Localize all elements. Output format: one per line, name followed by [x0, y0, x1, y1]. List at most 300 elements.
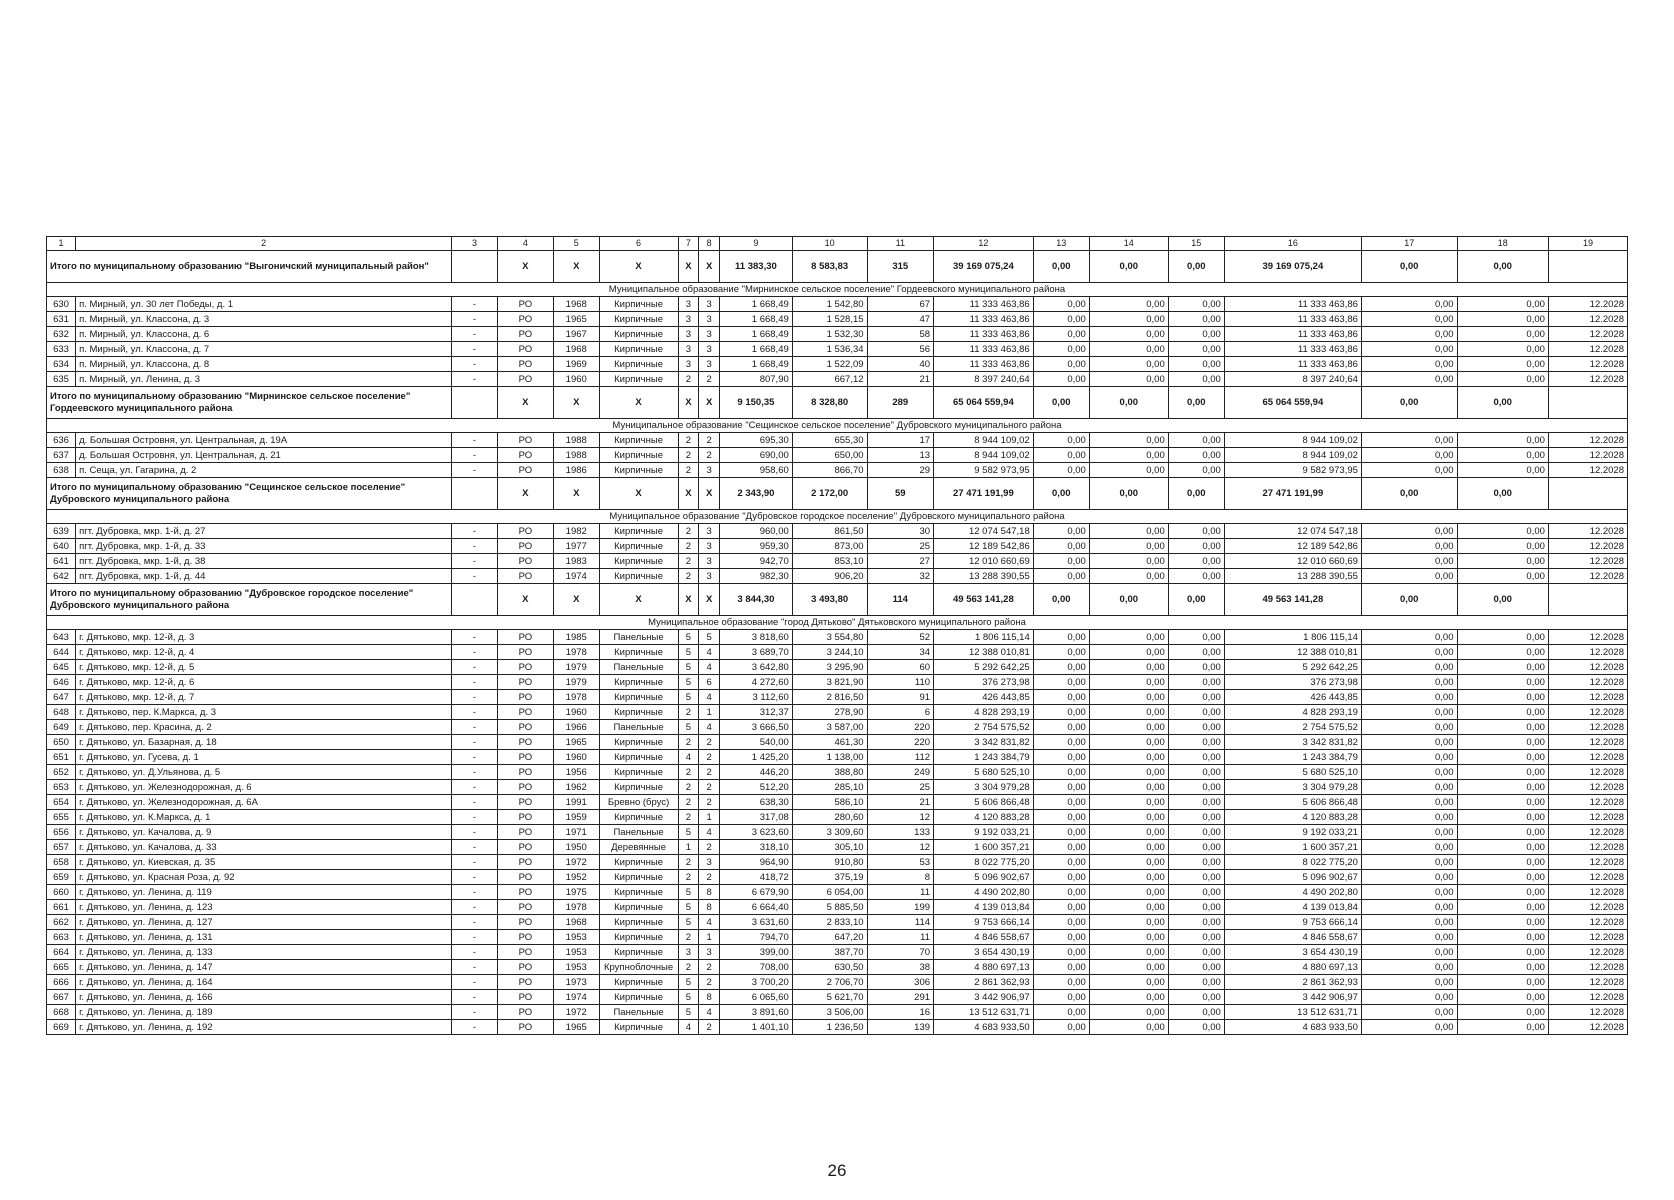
table-cell: 2 [678, 448, 699, 463]
table-cell: 5 096 902,67 [934, 870, 1034, 885]
row-number: 655 [47, 810, 76, 825]
table-row [47, 524, 1628, 539]
table-cell: 461,30 [792, 735, 867, 750]
table-cell: 0,00 [1089, 675, 1168, 690]
table-cell: 2 [678, 870, 699, 885]
table-row [47, 433, 1628, 448]
section-header-row [47, 283, 1628, 297]
table-cell: 1 600 357,21 [1224, 840, 1361, 855]
table-cell: 1973 [553, 975, 599, 990]
table-cell: - [452, 1020, 498, 1035]
table-cell: 12.2028 [1548, 448, 1627, 463]
table-cell: 690,00 [720, 448, 793, 463]
table-row [47, 297, 1628, 312]
table-cell: - [452, 539, 498, 554]
table-cell: Кирпичные [599, 885, 678, 900]
table-cell: 0,00 [1361, 810, 1457, 825]
table-cell: - [452, 630, 498, 645]
table-cell: 655,30 [792, 433, 867, 448]
table-cell: 3 442 906,97 [934, 990, 1034, 1005]
table-cell: 0,00 [1361, 1020, 1457, 1035]
total-value [1548, 387, 1627, 419]
table-cell: 4 272,60 [720, 675, 793, 690]
table-cell: 708,00 [720, 960, 793, 975]
table-cell: 5 096 902,67 [1224, 870, 1361, 885]
row-number: 645 [47, 660, 76, 675]
table-cell: 0,00 [1168, 660, 1224, 675]
table-cell: 1 806 115,14 [1224, 630, 1361, 645]
table-cell: 11 333 463,86 [1224, 357, 1361, 372]
table-row [47, 569, 1628, 584]
table-cell: - [452, 463, 498, 478]
table-cell: 1988 [553, 448, 599, 463]
row-number: 665 [47, 960, 76, 975]
table-cell: 21 [867, 795, 933, 810]
table-cell: 1974 [553, 990, 599, 1005]
table-cell: 512,20 [720, 780, 793, 795]
table-cell: 2 [699, 433, 720, 448]
table-cell: 12 189 542,86 [934, 539, 1034, 554]
table-cell: 12.2028 [1548, 569, 1627, 584]
table-cell: 1 [699, 705, 720, 720]
table-cell: 1960 [553, 372, 599, 387]
total-value: 0,00 [1089, 251, 1168, 283]
total-value: 59 [867, 478, 933, 510]
table-cell: 47 [867, 312, 933, 327]
table-cell: 12.2028 [1548, 342, 1627, 357]
table-cell: 0,00 [1033, 372, 1089, 387]
column-number: 4 [497, 237, 553, 251]
table-cell: 0,00 [1457, 569, 1548, 584]
address-cell: пгт. Дубровка, мкр. 1-й, д. 27 [76, 524, 452, 539]
table-cell: 5 [678, 990, 699, 1005]
table-cell: 4 139 013,84 [934, 900, 1034, 915]
table-cell: РО [497, 795, 553, 810]
table-cell: 13 [867, 448, 933, 463]
table-row [47, 930, 1628, 945]
table-cell: 0,00 [1089, 810, 1168, 825]
table-cell: 0,00 [1089, 705, 1168, 720]
table-cell: 0,00 [1089, 1020, 1168, 1035]
table-cell: 3 442 906,97 [1224, 990, 1361, 1005]
table-cell: 0,00 [1033, 990, 1089, 1005]
table-cell: 0,00 [1361, 433, 1457, 448]
table-cell: 2 [678, 539, 699, 554]
table-cell: РО [497, 960, 553, 975]
table-cell: 1 542,80 [792, 297, 867, 312]
table-cell: 5 [678, 900, 699, 915]
table-cell: 5 [678, 660, 699, 675]
table-cell: 0,00 [1361, 645, 1457, 660]
table-cell: 586,10 [792, 795, 867, 810]
table-cell: 12.2028 [1548, 825, 1627, 840]
table-cell: Кирпичные [599, 990, 678, 1005]
table-cell: 0,00 [1168, 810, 1224, 825]
table-cell: 12 388 010,81 [1224, 645, 1361, 660]
table-cell: 0,00 [1168, 312, 1224, 327]
table-row [47, 840, 1628, 855]
table-cell: 667,12 [792, 372, 867, 387]
row-number: 644 [47, 645, 76, 660]
column-number: 13 [1033, 237, 1089, 251]
table-cell: 1 [699, 930, 720, 945]
table-row [47, 448, 1628, 463]
table-cell: 12.2028 [1548, 915, 1627, 930]
address-cell: п. Мирный, ул. Ленина, д. 3 [76, 372, 452, 387]
table-cell: 0,00 [1168, 945, 1224, 960]
table-cell: Панельные [599, 660, 678, 675]
table-cell: 12.2028 [1548, 539, 1627, 554]
total-value: X [553, 478, 599, 510]
table-cell: 11 333 463,86 [1224, 312, 1361, 327]
table-cell: 0,00 [1168, 975, 1224, 990]
table-cell: 0,00 [1033, 448, 1089, 463]
row-number: 659 [47, 870, 76, 885]
total-value: X [599, 478, 678, 510]
table-cell: 0,00 [1089, 342, 1168, 357]
column-number: 9 [720, 237, 793, 251]
table-cell: 4 683 933,50 [934, 1020, 1034, 1035]
table-cell: 1972 [553, 1005, 599, 1020]
total-value: X [599, 584, 678, 616]
total-row [47, 251, 1628, 283]
table-cell: 12.2028 [1548, 433, 1627, 448]
table-cell: - [452, 297, 498, 312]
table-cell: 1986 [553, 463, 599, 478]
table-cell: 2 [678, 855, 699, 870]
table-cell: 0,00 [1033, 825, 1089, 840]
table-cell: 4 139 013,84 [1224, 900, 1361, 915]
table-cell: 0,00 [1089, 870, 1168, 885]
table-cell: 0,00 [1457, 780, 1548, 795]
table-cell: 2 [678, 810, 699, 825]
table-cell: 6 054,00 [792, 885, 867, 900]
table-cell: 1979 [553, 660, 599, 675]
table-cell: 0,00 [1457, 645, 1548, 660]
table-cell: 0,00 [1168, 870, 1224, 885]
table-cell: 52 [867, 630, 933, 645]
table-cell: 12 010 660,69 [934, 554, 1034, 569]
table-row [47, 855, 1628, 870]
table-cell: 1 528,15 [792, 312, 867, 327]
table-cell: 4 [699, 660, 720, 675]
total-value: 0,00 [1457, 584, 1548, 616]
address-cell: г. Дятьково, ул. Железнодорожная, д. 6А [76, 795, 452, 810]
table-cell: 3 689,70 [720, 645, 793, 660]
table-cell: 3 [678, 297, 699, 312]
column-number: 2 [76, 237, 452, 251]
row-number: 648 [47, 705, 76, 720]
table-cell: РО [497, 870, 553, 885]
table-cell: - [452, 885, 498, 900]
table-cell: 0,00 [1033, 765, 1089, 780]
table-cell: 12.2028 [1548, 720, 1627, 735]
table-cell: - [452, 524, 498, 539]
housing-register-table [46, 236, 1628, 1035]
row-number: 653 [47, 780, 76, 795]
table-cell: 1953 [553, 960, 599, 975]
row-number: 647 [47, 690, 76, 705]
table-cell: Панельные [599, 630, 678, 645]
table-cell: 0,00 [1089, 297, 1168, 312]
table-cell: 3 [699, 312, 720, 327]
row-number: 669 [47, 1020, 76, 1035]
table-row [47, 870, 1628, 885]
table-cell: 4 [678, 750, 699, 765]
table-cell: 13 288 390,55 [1224, 569, 1361, 584]
table-cell: 0,00 [1457, 930, 1548, 945]
table-cell: 12.2028 [1548, 554, 1627, 569]
address-cell: г. Дятьково, ул. Ленина, д. 119 [76, 885, 452, 900]
table-cell: - [452, 645, 498, 660]
table-cell: 0,00 [1168, 735, 1224, 750]
table-cell: Кирпичные [599, 675, 678, 690]
address-cell: г. Дятьково, ул. Ленина, д. 123 [76, 900, 452, 915]
row-number: 646 [47, 675, 76, 690]
total-value: 0,00 [1089, 387, 1168, 419]
total-value: 0,00 [1089, 478, 1168, 510]
table-cell: 4 880 697,13 [934, 960, 1034, 975]
table-row [47, 1020, 1628, 1035]
row-number: 635 [47, 372, 76, 387]
table-cell: 12.2028 [1548, 795, 1627, 810]
table-cell: 2 861 362,93 [934, 975, 1034, 990]
table-cell: 12.2028 [1548, 357, 1627, 372]
table-cell: РО [497, 660, 553, 675]
table-cell: Кирпичные [599, 735, 678, 750]
total-value: 0,00 [1168, 584, 1224, 616]
table-cell: 0,00 [1457, 660, 1548, 675]
table-cell: 910,80 [792, 855, 867, 870]
table-cell: 3 [699, 554, 720, 569]
table-cell: Деревянные [599, 840, 678, 855]
table-cell: 3 244,10 [792, 645, 867, 660]
table-cell: РО [497, 810, 553, 825]
table-cell: РО [497, 372, 553, 387]
total-label: Итого по муниципальному образованию "Мирнинское сельское поселение" Гордеевского муниципального района [47, 387, 452, 419]
table-cell: 1 668,49 [720, 327, 793, 342]
table-cell: 0,00 [1361, 539, 1457, 554]
total-value: 114 [867, 584, 933, 616]
table-cell: 630,50 [792, 960, 867, 975]
table-cell: 942,70 [720, 554, 793, 569]
table-row [47, 312, 1628, 327]
table-cell: 2 [678, 735, 699, 750]
table-cell: - [452, 342, 498, 357]
address-cell: п. Мирный, ул. Классона, д. 6 [76, 327, 452, 342]
table-cell: 1978 [553, 645, 599, 660]
table-cell: 0,00 [1089, 357, 1168, 372]
table-cell: 16 [867, 1005, 933, 1020]
table-cell: 2 [678, 960, 699, 975]
table-cell: 0,00 [1361, 690, 1457, 705]
table-cell: 3 [699, 463, 720, 478]
table-cell: 110 [867, 675, 933, 690]
total-value: 65 064 559,94 [1224, 387, 1361, 419]
table-cell: РО [497, 735, 553, 750]
table-cell: - [452, 312, 498, 327]
table-cell: 3 342 831,82 [1224, 735, 1361, 750]
table-cell: 3 821,90 [792, 675, 867, 690]
table-cell: 0,00 [1361, 1005, 1457, 1020]
row-number: 636 [47, 433, 76, 448]
row-number: 667 [47, 990, 76, 1005]
table-cell: - [452, 660, 498, 675]
table-cell: 3 [678, 945, 699, 960]
table-cell: РО [497, 675, 553, 690]
table-cell: 5 [699, 630, 720, 645]
table-cell: 5 [678, 885, 699, 900]
table-cell: 0,00 [1033, 327, 1089, 342]
table-cell: 3 506,00 [792, 1005, 867, 1020]
table-cell: 873,00 [792, 539, 867, 554]
table-cell: Кирпичные [599, 433, 678, 448]
table-cell: 446,20 [720, 765, 793, 780]
table-cell: 2 754 575,52 [1224, 720, 1361, 735]
total-value: X [553, 387, 599, 419]
table-cell: 3 112,60 [720, 690, 793, 705]
address-cell: д. Большая Островня, ул. Центральная, д. 19А [76, 433, 452, 448]
table-cell: 0,00 [1361, 342, 1457, 357]
total-value: 0,00 [1361, 251, 1457, 283]
table-cell: 53 [867, 855, 933, 870]
table-cell: 1 [678, 840, 699, 855]
section-title: Муниципальное образование "Мирнинское сельское поселение" Гордеевского муниципального района [47, 283, 1628, 297]
table-cell: 418,72 [720, 870, 793, 885]
table-cell: 3 [699, 357, 720, 372]
table-cell: - [452, 569, 498, 584]
table-cell: 0,00 [1457, 765, 1548, 780]
table-cell: 4 880 697,13 [1224, 960, 1361, 975]
table-cell: 1969 [553, 357, 599, 372]
table-cell: 1 668,49 [720, 297, 793, 312]
table-cell: 12.2028 [1548, 660, 1627, 675]
table-cell: 29 [867, 463, 933, 478]
table-cell: - [452, 750, 498, 765]
table-cell: 0,00 [1168, 569, 1224, 584]
table-cell: 0,00 [1089, 960, 1168, 975]
column-number: 16 [1224, 237, 1361, 251]
table-cell: 1 243 384,79 [934, 750, 1034, 765]
total-row [47, 584, 1628, 616]
table-cell: 3 [699, 327, 720, 342]
row-number: 666 [47, 975, 76, 990]
total-value: X [678, 387, 699, 419]
table-cell: Кирпичные [599, 915, 678, 930]
table-cell: 2 [678, 524, 699, 539]
column-number: 1 [47, 237, 76, 251]
table-cell: РО [497, 825, 553, 840]
table-cell: 291 [867, 990, 933, 1005]
table-cell: 8 944 109,02 [1224, 448, 1361, 463]
table-cell: 1952 [553, 870, 599, 885]
table-cell: 3 654 430,19 [1224, 945, 1361, 960]
table-cell: Кирпичные [599, 855, 678, 870]
table-cell: 0,00 [1457, 810, 1548, 825]
table-cell: 1 668,49 [720, 342, 793, 357]
address-cell: п. Мирный, ул. 30 лет Победы, д. 1 [76, 297, 452, 312]
table-cell: 0,00 [1089, 433, 1168, 448]
table-cell: - [452, 327, 498, 342]
table-cell: 17 [867, 433, 933, 448]
table-cell: 0,00 [1033, 930, 1089, 945]
table-cell: 21 [867, 372, 933, 387]
row-number: 638 [47, 463, 76, 478]
table-cell: 2 [678, 554, 699, 569]
table-cell: 1956 [553, 765, 599, 780]
table-cell: 139 [867, 1020, 933, 1035]
table-cell: 0,00 [1457, 945, 1548, 960]
total-label: Итого по муниципальному образованию "Сещинское сельское поселение" Дубровского муниципального района [47, 478, 452, 510]
table-cell: РО [497, 463, 553, 478]
total-value: 9 150,35 [720, 387, 793, 419]
table-cell: 0,00 [1033, 960, 1089, 975]
table-cell: 0,00 [1168, 1020, 1224, 1035]
table-row [47, 960, 1628, 975]
table-cell: Бревно (брус) [599, 795, 678, 810]
table-cell: 0,00 [1168, 342, 1224, 357]
table-cell: 112 [867, 750, 933, 765]
table-cell: 0,00 [1361, 630, 1457, 645]
table-cell: 1968 [553, 915, 599, 930]
table-cell: 1950 [553, 840, 599, 855]
table-cell: Кирпичные [599, 463, 678, 478]
table-cell: 3 304 979,28 [934, 780, 1034, 795]
table-cell: 0,00 [1089, 780, 1168, 795]
total-value: X [553, 584, 599, 616]
table-cell: 11 [867, 885, 933, 900]
table-cell: 388,80 [792, 765, 867, 780]
table-cell: 12.2028 [1548, 524, 1627, 539]
table-cell: 0,00 [1089, 750, 1168, 765]
table-cell: 25 [867, 539, 933, 554]
table-cell: 0,00 [1361, 930, 1457, 945]
table-row [47, 463, 1628, 478]
table-cell: РО [497, 915, 553, 930]
row-number: 633 [47, 342, 76, 357]
table-cell: 8 944 109,02 [1224, 433, 1361, 448]
table-cell: - [452, 357, 498, 372]
address-cell: г. Дятьково, ул. Ленина, д. 133 [76, 945, 452, 960]
table-cell: - [452, 780, 498, 795]
table-cell: 1 600 357,21 [934, 840, 1034, 855]
address-cell: г. Дятьково, мкр. 12-й, д. 4 [76, 645, 452, 660]
table-cell: 0,00 [1457, 735, 1548, 750]
table-cell: РО [497, 554, 553, 569]
table-cell: 0,00 [1361, 735, 1457, 750]
table-cell: 2 [699, 448, 720, 463]
table-cell: 5 680 525,10 [934, 765, 1034, 780]
total-value: 8 328,80 [792, 387, 867, 419]
section-header-row [47, 616, 1628, 630]
table-cell: 1 668,49 [720, 357, 793, 372]
table-cell: 8 944 109,02 [934, 448, 1034, 463]
address-cell: г. Дятьково, ул. Ленина, д. 164 [76, 975, 452, 990]
total-value: 0,00 [1168, 478, 1224, 510]
table-cell: 0,00 [1168, 448, 1224, 463]
table-cell: - [452, 960, 498, 975]
table-cell: 3 700,20 [720, 975, 793, 990]
table-cell: Кирпичные [599, 870, 678, 885]
table-cell: Панельные [599, 825, 678, 840]
table-cell: РО [497, 630, 553, 645]
address-cell: г. Дятьково, ул. Ленина, д. 147 [76, 960, 452, 975]
table-cell: 12 074 547,18 [934, 524, 1034, 539]
table-cell: РО [497, 900, 553, 915]
address-cell: пгт. Дубровка, мкр. 1-й, д. 33 [76, 539, 452, 554]
table-cell: 12.2028 [1548, 735, 1627, 750]
table-cell: 1991 [553, 795, 599, 810]
